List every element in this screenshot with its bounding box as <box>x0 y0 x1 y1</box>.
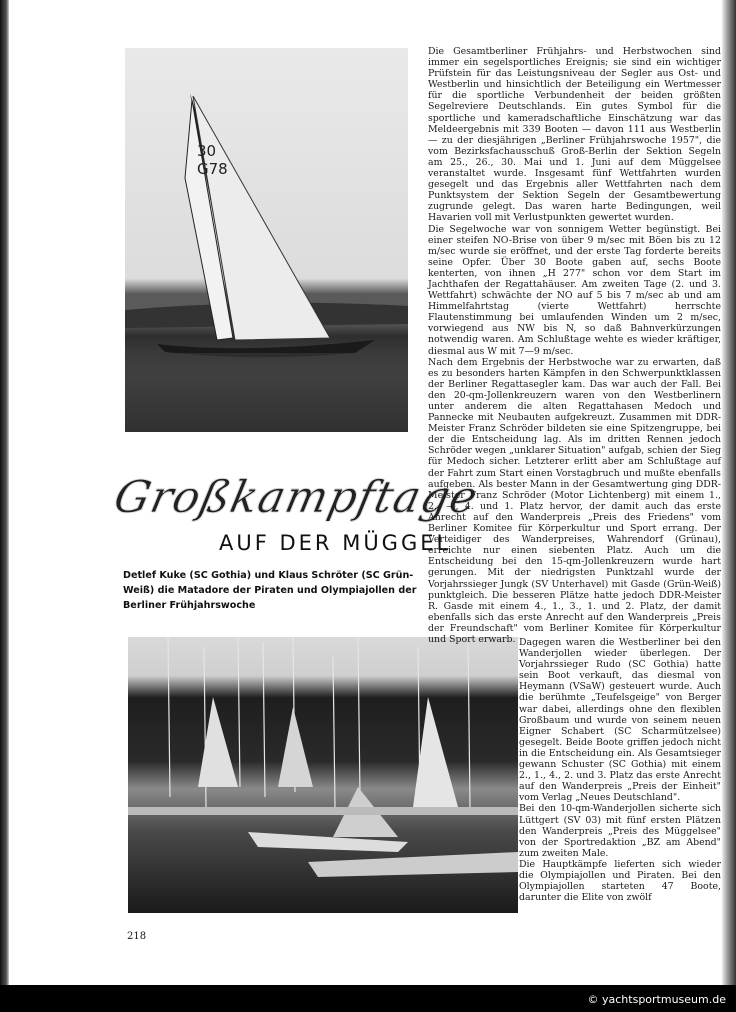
article-paragraph: Die Gesamtberliner Frühjahrs- und Herbstwochen sind immer ein segelsportliches Ereignis; sie sind ein wichtiger Prüfstein für das Leistungsniveau der Segler aus Ost- und Westberlin und hinsichtlich der Beteiligung ein Wertmesser für die sportliche Verbundenheit der beiden größten Segelreviere Deutschlands. Ein gutes Symbol für die sportliche und kameradschaftliche Einschätzung war das Meldeergebnis mit 339 Booten — davon 111 aus Westberlin — zu der diesjährigen „Berliner Frühjahrswoche 1957", die vom Bezirksfachausschuß Groß-Berlin der Sektion Segeln am 25., 26., 30. Mai und 1. Juni auf dem Müggelsee veranstaltet wurde. Insgesamt fünf Wettfahrten wurden gesegelt und das Ergebnis aller Wettfahrten nach dem Punktsystem der Sektion Segeln der Gesamtbewertung zugrunde gelegt. Das waren harte Bedingungen, weil Havarien voll mit Verlustpunkten gewertet wurden. <box>428 46 721 224</box>
article-paragraph: Bei den 10-qm-Wanderjollen sicherte sich Lüttgert (SV 03) mit fünf ersten Plätzen den Wanderpreis „Preis des Müggelsee" von der Sportredaktion „BZ am Abend" zum zweiten Male. <box>519 803 721 859</box>
page-number: 218 <box>127 931 147 942</box>
article-paragraph: Die Segelwoche war von sonnigem Wetter begünstigt. Bei einer steifen NO-Brise von über 9 m/sec mit Böen bis zu 12 m/sec wurde sie eröffnet, und der erste Tag forderte bereits seine Opfer. Über 30 Boote gaben auf, sechs Boote kenterten, von ihnen „H 277" schon vor dem Start im Jachthafen der Regattahäuser. Am zweiten Tage (2. und 3. Wettfahrt) schwächte der NO auf 5 bis 7 m/sec ab und am Himmelfahrtstag (vierte Wettfahrt) herrschte Flautenstimmung bei umlaufenden Winden um 2 m/sec, vorwiegend aus NW bis N, so daß Bahnverkürzungen notwendig waren. Am Schlußtage wehte es wieder kräftiger, diesmal aus W mit 7—9 m/sec. <box>428 223 721 357</box>
article-paragraph: Die Hauptkämpfe lieferten sich wieder die Olympiajollen und Piraten. Bei den Olympiajollen starteten 47 Boote, darunter die Elite von zwölf <box>519 858 721 904</box>
scan-left-edge <box>0 0 9 985</box>
copyright-notice: © yachtsportmuseum.de <box>587 993 726 1006</box>
sail-class-number: 30 <box>197 142 217 160</box>
article-column-narrow <box>519 637 721 903</box>
article-subtitle: AUF DER MÜGGEL <box>219 531 452 555</box>
article-paragraph: Nach dem Ergebnis der Herbstwoche war zu erwarten, daß es zu besonders harten Kämpfen in den Schwerpunktklassen der Berliner Regattasegler kam. Das war auch der Fall. Bei den 20-qm-Jollenkreuzern waren von den Westberlinern unter anderem die alten Regattahasen Medoch und Pannecke mit Neubauten aufgekreuzt. Zusammen mit DDR-Meister Franz Schröder bildeten sie eine Spitzengruppe, bei der die Entscheidung lag. Als im dritten Rennen jedoch Schröder wegen „unklarer Situation" aufgab, schien der Sieg für Medoch sicher. Letzterer erlitt aber am Schlußtage auf der Fahrt zum Start einen Vorstagbruch und mußte ebenfalls aufgeben. Als bester Mann in der Gesamtwertung ging DDR-Meister Franz Schröder (Motor Lichtenberg) mit einem 1., 2., —, 4. und 1. Platz hervor, der damit auch das erste Anrecht auf den Wanderpreis „Preis des Friedens" vom Berliner Komitee für Körperkultur und Sport errang. Der Verteidiger des Wanderpreises, Wahrendorf (Grünau), erreichte nur einen siebenten Platz. Auch um die Entscheidung bei den 15-qm-Jollenkreuzern wurde hart gerungen. Mit der niedrigsten Punktzahl wurde der Vorjahrssieger Jungk (SV Unterhavel) mit Gasde (Grün-Weiß) punktgleich. Die besseren Plätze hatte jedoch DDR-Meister R. Gasde mit einem 4., 1., 3., 1. und 2. Platz, der damit ebenfalls sich das erste Anrecht auf den Wanderpreis „Preis der Freundschaft" vom Berliner Komitee für Körperkultur und Sport erwarb. <box>428 356 721 645</box>
sail-number: G78 <box>197 160 228 178</box>
photo-caption: Detlef Kuke (SC Gothia) und Klaus Schröter (SC Grün-Weiß) die Matadore der Piraten und Olympiajollen der Berliner Frühjahrswoche <box>123 570 417 611</box>
article-title-script: Großkampftage <box>109 472 483 523</box>
harbor-boats-photo <box>128 637 518 913</box>
sailboat-photo <box>125 48 408 432</box>
footer-bar <box>0 985 736 1012</box>
article-paragraph: Dagegen waren die Westberliner bei den Wanderjollen wieder überlegen. Der Vorjahrssieger Rudo (SC Gothia) hatte sein Boot verkauft, das diesmal von Heymann (VSaW) gesteuert wurde. Auch die berühmte „Teufelsgeige" von Berger war dabei, allerdings ohne den flexiblen Großbaum und wurde von seinem neuen Eigner Schabert (SC Scharmützelsee) gesegelt. Beide Boote griffen jedoch nicht in die Entscheidung ein. Als Gesamtsieger gewann Schuster (SC Gothia) mit einem 2., 1., 4., 2. und 3. Platz das erste Anrecht auf den Wanderpreis „Preis der Einheit" vom Verlag „Neues Deutschland". <box>519 637 721 804</box>
scan-binding-edge <box>722 0 736 985</box>
article-column-main <box>428 46 721 645</box>
